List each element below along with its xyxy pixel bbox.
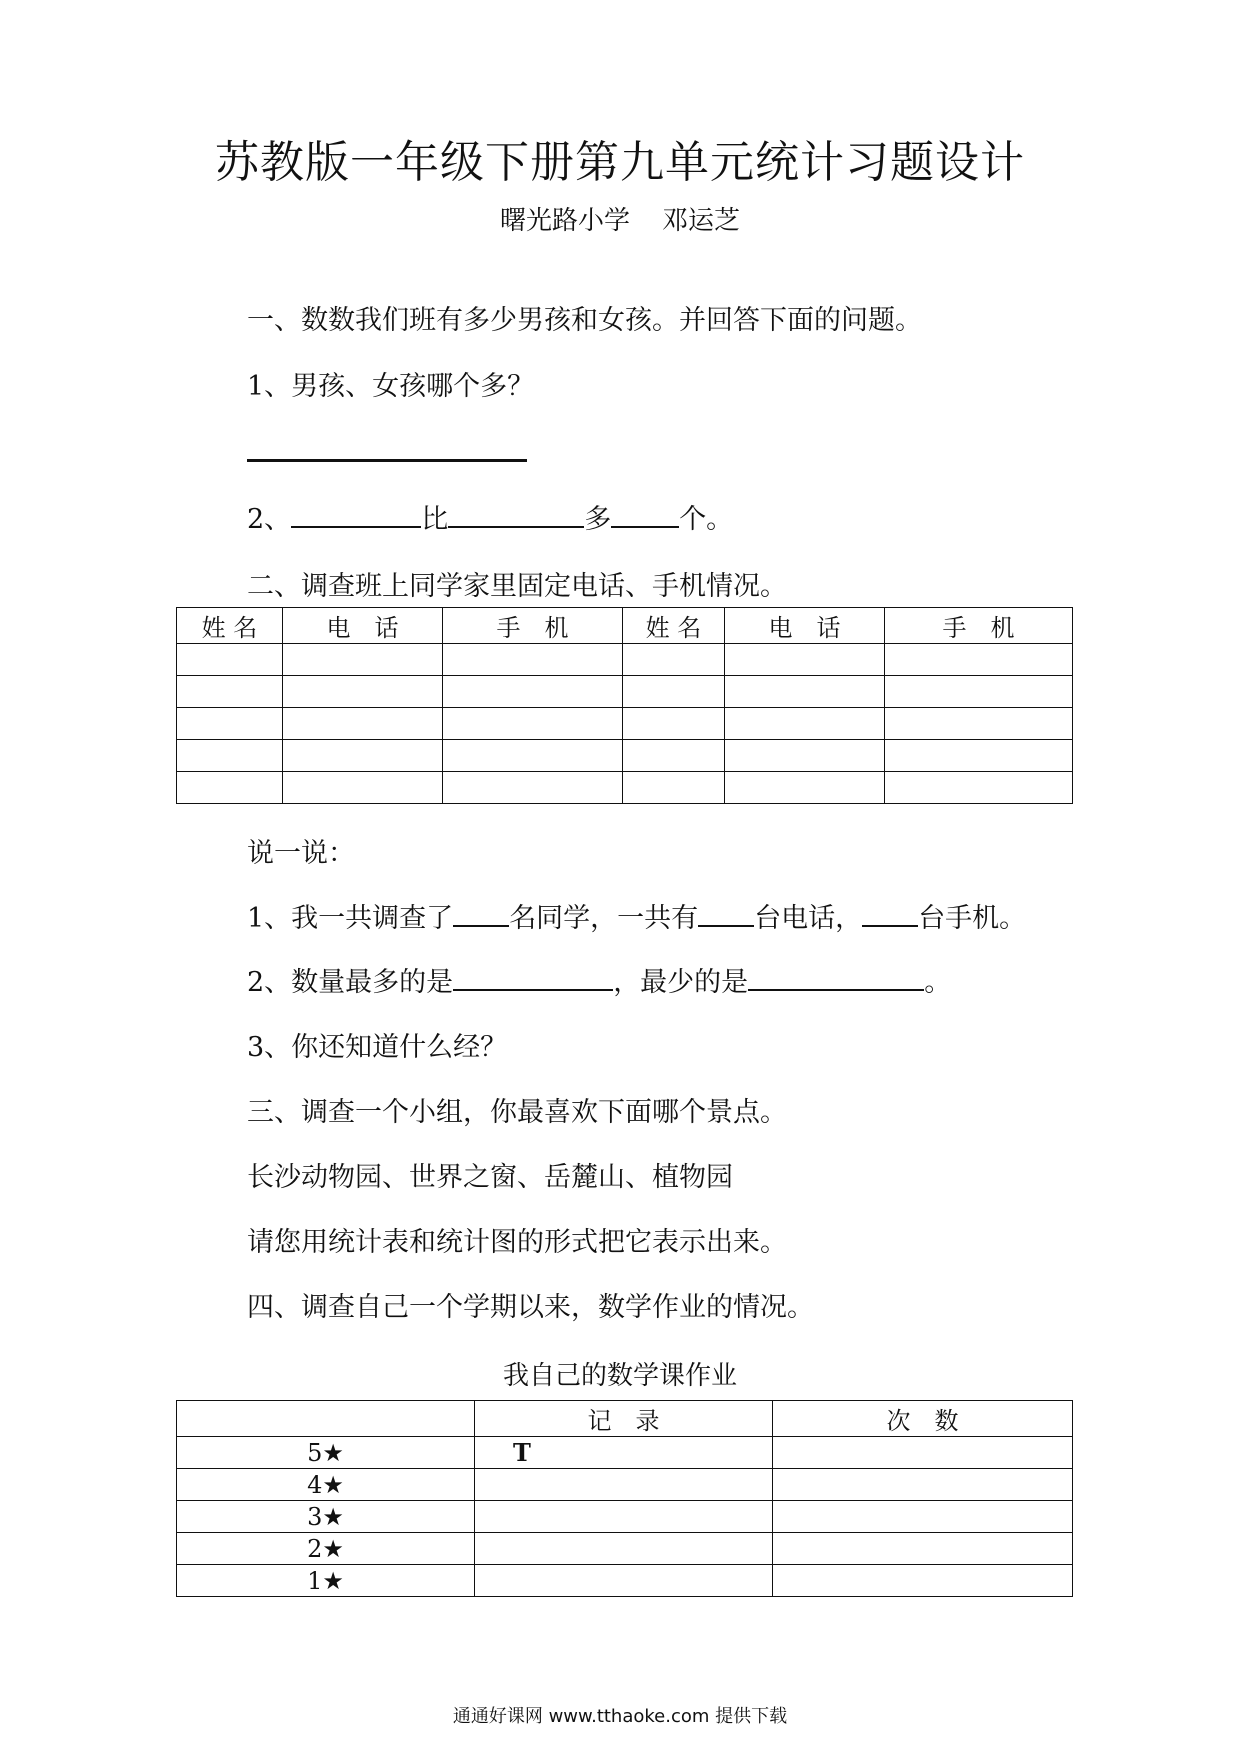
table-row — [177, 1469, 1073, 1501]
table-row — [177, 1437, 1073, 1469]
column-header: 姓 名 — [623, 608, 725, 644]
question-2 — [247, 497, 733, 536]
table-cell[interactable] — [725, 740, 885, 772]
s1-text-d: 台手机。 — [918, 903, 1027, 934]
discuss-2 — [247, 960, 951, 999]
fill-blank[interactable] — [291, 500, 421, 528]
table-cell[interactable] — [443, 708, 623, 740]
phone-survey-table — [176, 607, 1073, 804]
school-name: 曙光路小学 — [499, 206, 630, 236]
fill-blank[interactable] — [611, 500, 679, 528]
table-cell[interactable] — [623, 676, 725, 708]
record-cell[interactable] — [475, 1469, 773, 1501]
homework-table — [176, 1400, 1073, 1597]
section4-heading: 四、调查自己一个学期以来，数学作业的情况。 — [247, 1292, 814, 1323]
section2-heading: 二、调查班上同学家里固定电话、手机情况。 — [247, 571, 787, 602]
table-cell[interactable] — [885, 644, 1073, 676]
column-header: 电 话 — [283, 608, 443, 644]
author-name: 邓运芝 — [662, 206, 741, 236]
table-cell[interactable] — [283, 644, 443, 676]
fill-blank[interactable] — [453, 899, 509, 927]
star-rating-label: 2★ — [177, 1533, 475, 1565]
table-cell[interactable] — [283, 772, 443, 804]
q2-compare: 比 — [421, 504, 449, 535]
table-cell[interactable] — [283, 676, 443, 708]
count-cell[interactable] — [773, 1565, 1073, 1597]
table-cell[interactable] — [725, 708, 885, 740]
table-caption: 我自己的数学课作业 — [502, 1361, 737, 1391]
table-cell[interactable] — [725, 644, 885, 676]
table-cell[interactable] — [885, 676, 1073, 708]
table-row — [177, 644, 1073, 676]
star-rating-label: 3★ — [177, 1501, 475, 1533]
table-cell[interactable] — [177, 644, 283, 676]
count-cell[interactable] — [773, 1437, 1073, 1469]
table-row — [177, 1501, 1073, 1533]
count-cell[interactable] — [773, 1469, 1073, 1501]
table-cell[interactable] — [885, 708, 1073, 740]
column-header: 手 机 — [443, 608, 623, 644]
record-cell[interactable] — [475, 1565, 773, 1597]
table-cell[interactable] — [177, 676, 283, 708]
section3-heading: 三、调查一个小组，你最喜欢下面哪个景点。 — [247, 1097, 787, 1128]
fill-blank[interactable] — [698, 899, 754, 927]
s1-text-c: 台电话， — [754, 903, 863, 934]
places-list: 长沙动物园、世界之窗、岳麓山、植物园 — [247, 1162, 733, 1193]
table-cell[interactable] — [885, 772, 1073, 804]
q2-prefix: 2、 — [247, 504, 292, 535]
column-header: 手 机 — [885, 608, 1073, 644]
table-cell[interactable] — [177, 740, 283, 772]
star-rating-label: 5★ — [177, 1437, 475, 1469]
column-header: 记 录 — [475, 1401, 773, 1437]
table-cell[interactable] — [443, 740, 623, 772]
s2-text-b: ，最少的是 — [613, 967, 749, 998]
section3-instruction: 请您用统计表和统计图的形式把它表示出来。 — [247, 1227, 787, 1258]
table-header-row — [177, 1401, 1073, 1437]
table-cell[interactable] — [177, 708, 283, 740]
table-cell[interactable] — [885, 740, 1073, 772]
table-cell[interactable] — [443, 676, 623, 708]
table-cell[interactable] — [623, 772, 725, 804]
table-cell[interactable] — [283, 708, 443, 740]
count-cell[interactable] — [773, 1533, 1073, 1565]
s1-text-b: 名同学，一共有 — [509, 903, 699, 934]
s2-text-c: 。 — [924, 967, 952, 998]
s1-text-a: 1、我一共调查了 — [247, 903, 454, 934]
count-cell[interactable] — [773, 1501, 1073, 1533]
table-cell[interactable] — [443, 644, 623, 676]
star-rating-label: 4★ — [177, 1469, 475, 1501]
answer-blank[interactable] — [247, 459, 527, 462]
s2-text-a: 2、数量最多的是 — [247, 967, 454, 998]
table-row — [177, 676, 1073, 708]
fill-blank[interactable] — [448, 500, 584, 528]
table-cell[interactable] — [443, 772, 623, 804]
table-cell[interactable] — [623, 740, 725, 772]
table-row — [177, 1565, 1073, 1597]
discuss-1 — [247, 896, 1026, 935]
record-cell[interactable] — [475, 1501, 773, 1533]
column-header — [177, 1401, 475, 1437]
table-cell[interactable] — [177, 772, 283, 804]
discuss-label: 说一说： — [247, 838, 355, 869]
star-rating-label: 1★ — [177, 1565, 475, 1597]
record-cell[interactable] — [475, 1533, 773, 1565]
table-cell[interactable] — [623, 708, 725, 740]
table-header-row — [177, 608, 1073, 644]
table-row — [177, 1533, 1073, 1565]
table-cell[interactable] — [283, 740, 443, 772]
fill-blank[interactable] — [453, 963, 613, 991]
record-cell[interactable]: T — [475, 1437, 773, 1469]
footer-text: 通通好课网 www.tthaoke.com 提供下载 — [452, 1706, 788, 1727]
table-cell[interactable] — [623, 644, 725, 676]
fill-blank[interactable] — [862, 899, 918, 927]
table-row — [177, 708, 1073, 740]
column-header: 姓 名 — [177, 608, 283, 644]
q2-more: 多 — [584, 504, 612, 535]
table-cell[interactable] — [725, 772, 885, 804]
author-line — [0, 200, 1240, 237]
column-header: 电 话 — [725, 608, 885, 644]
q2-unit: 个。 — [679, 504, 734, 535]
discuss-3: 3、你还知道什么经？ — [247, 1032, 508, 1063]
page-title: 苏教版一年级下册第九单元统计习题设计 — [215, 137, 1025, 188]
table-cell[interactable] — [725, 676, 885, 708]
fill-blank[interactable] — [748, 963, 924, 991]
column-header: 次 数 — [773, 1401, 1073, 1437]
table-row — [177, 772, 1073, 804]
table-row — [177, 740, 1073, 772]
section1-heading: 一、数数我们班有多少男孩和女孩。并回答下面的问题。 — [247, 305, 922, 336]
question-1: 1、男孩、女孩哪个多？ — [247, 371, 535, 402]
